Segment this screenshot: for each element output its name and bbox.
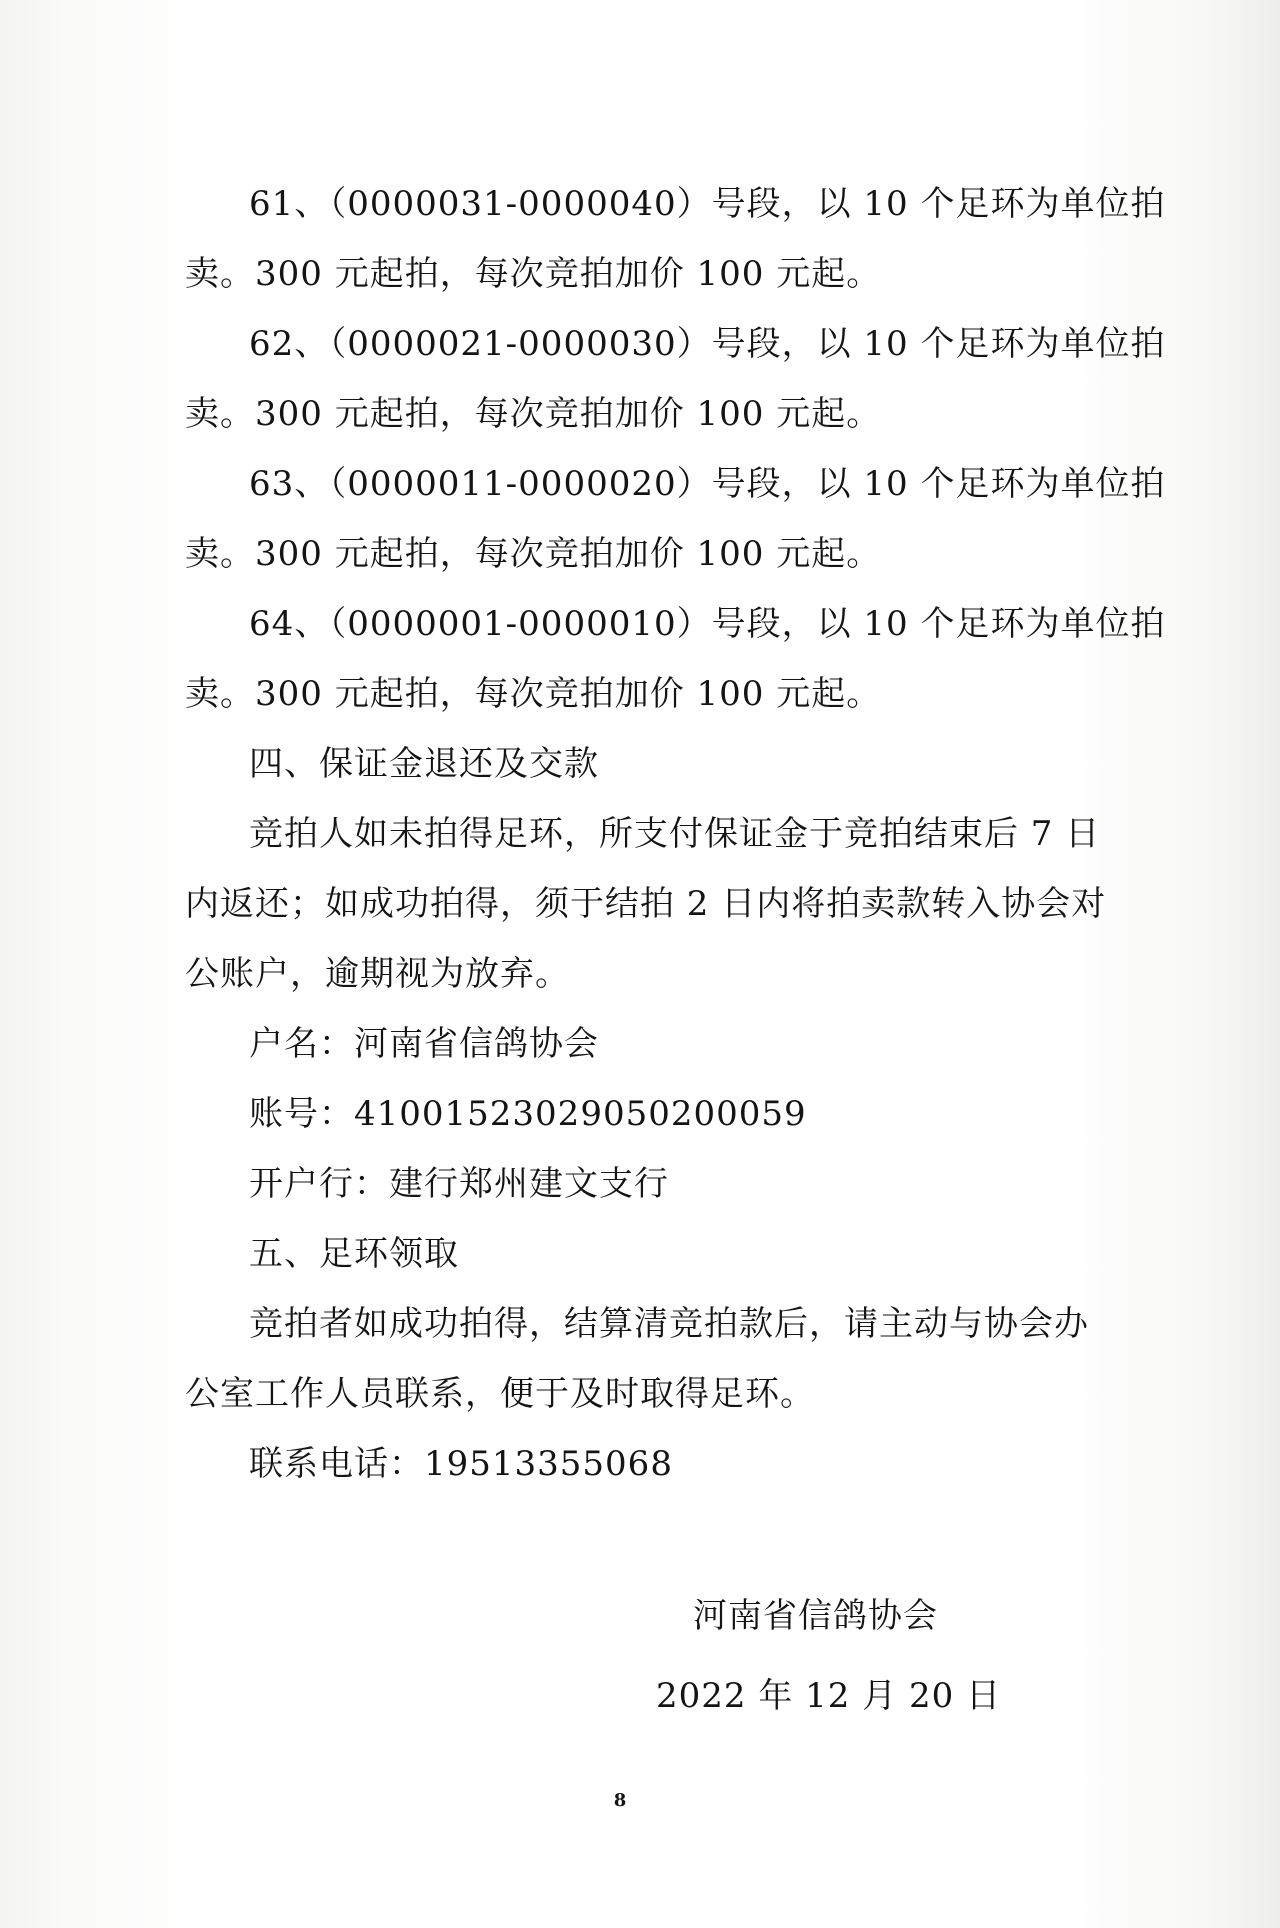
section-4-paragraph-line-2: 内返还；如成功拍得，须于结拍 2 日内将拍卖款转入协会对 bbox=[185, 884, 1107, 924]
item-62-line-1: 62、（0000021-0000030）号段，以 10 个足环为单位拍 bbox=[249, 324, 1166, 364]
item-61-line-2: 卖。300 元起拍，每次竞拍加价 100 元起。 bbox=[185, 254, 882, 294]
item-62-line-2: 卖。300 元起拍，每次竞拍加价 100 元起。 bbox=[185, 394, 882, 434]
account-number: 账号：41001523029050200059 bbox=[249, 1094, 807, 1134]
item-63-line-1: 63、（0000011-0000020）号段，以 10 个足环为单位拍 bbox=[249, 464, 1166, 504]
section-5-paragraph-line-2: 公室工作人员联系，便于及时取得足环。 bbox=[185, 1374, 815, 1414]
account-name: 户名：河南省信鸽协会 bbox=[249, 1024, 599, 1064]
item-61-line-1: 61、（0000031-0000040）号段，以 10 个足环为单位拍 bbox=[249, 184, 1166, 224]
section-4-paragraph-line-3: 公账户，逾期视为放弃。 bbox=[185, 954, 570, 994]
section-4-paragraph-line-1: 竞拍人如未拍得足环，所支付保证金于竞拍结束后 7 日 bbox=[249, 814, 1101, 854]
contact-phone: 联系电话：19513355068 bbox=[249, 1444, 673, 1484]
page-number: 8 bbox=[613, 1790, 627, 1811]
item-63-line-2: 卖。300 元起拍，每次竞拍加价 100 元起。 bbox=[185, 534, 882, 574]
section-4-heading: 四、保证金退还及交款 bbox=[249, 744, 599, 784]
bank-name: 开户行：建行郑州建文支行 bbox=[249, 1164, 669, 1204]
item-64-line-1: 64、（0000001-0000010）号段，以 10 个足环为单位拍 bbox=[249, 604, 1166, 644]
section-5-heading: 五、足环领取 bbox=[249, 1234, 459, 1274]
signature-date: 2022 年 12 月 20 日 bbox=[656, 1676, 1002, 1716]
section-5-paragraph-line-1: 竞拍者如成功拍得，结算清竞拍款后，请主动与协会办 bbox=[249, 1304, 1089, 1344]
item-64-line-2: 卖。300 元起拍，每次竞拍加价 100 元起。 bbox=[185, 674, 882, 714]
signature-organization: 河南省信鸽协会 bbox=[693, 1596, 938, 1636]
